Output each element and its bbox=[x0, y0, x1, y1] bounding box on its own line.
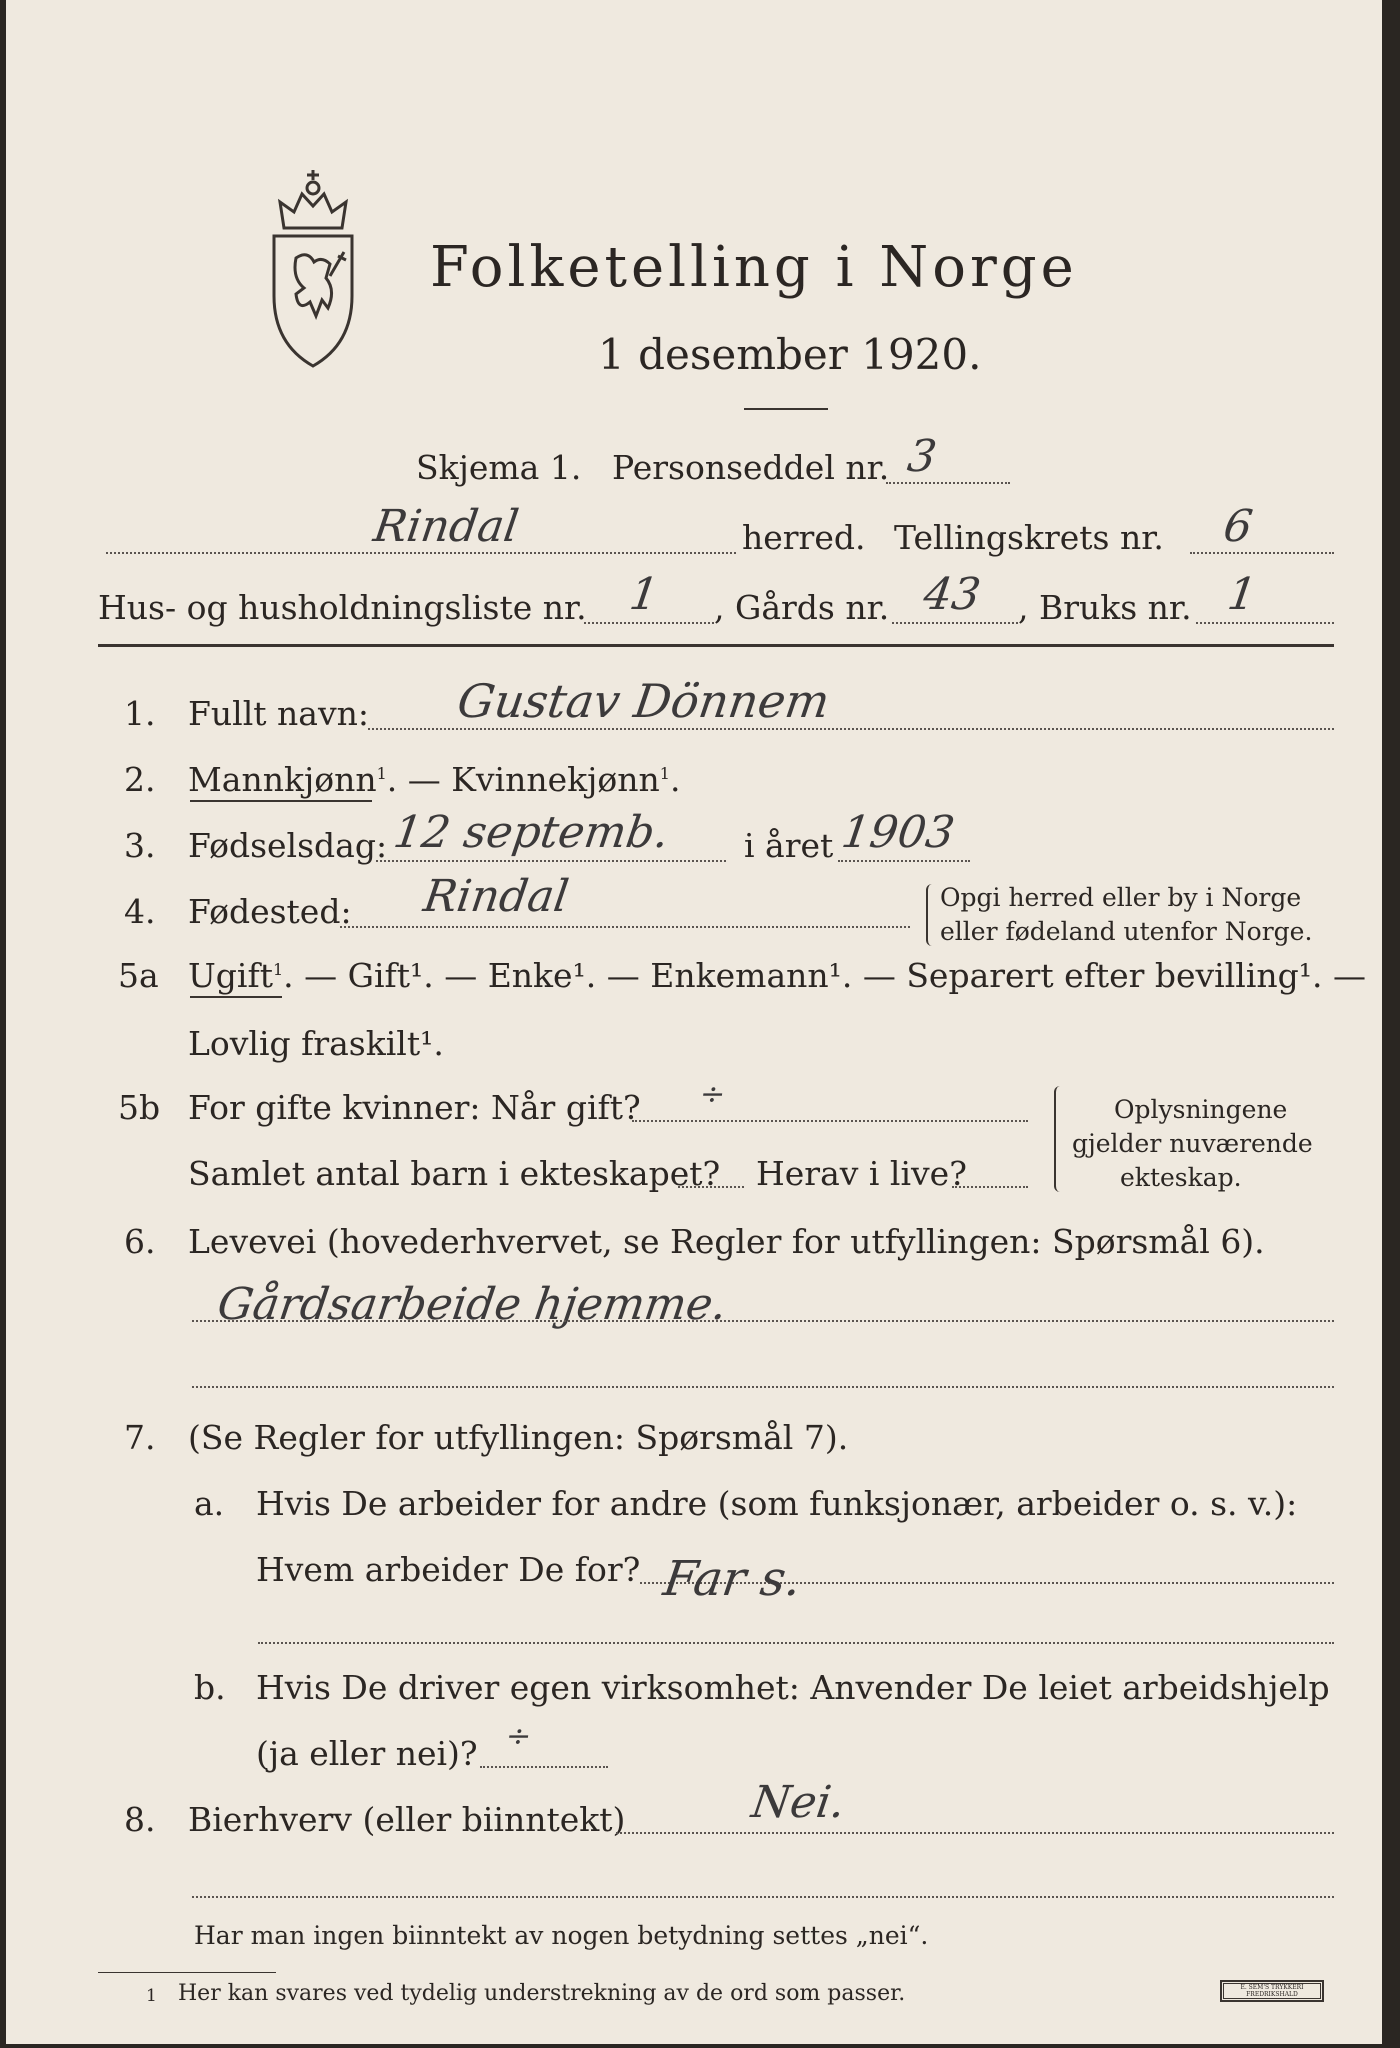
q8-number: 8. bbox=[124, 1800, 156, 1839]
q6-value: Gårdsarbeide hjemme. bbox=[214, 1279, 731, 1330]
q5b-gift-value: ÷ bbox=[697, 1077, 728, 1112]
q5b-note-line1: Oplysningene bbox=[1114, 1095, 1288, 1124]
q5b-live-label: Herav i live? bbox=[756, 1154, 967, 1193]
q2-male-underline bbox=[190, 800, 372, 802]
q7a-letter: a. bbox=[194, 1484, 225, 1523]
q4-line bbox=[340, 926, 910, 928]
q1-line bbox=[368, 728, 1334, 730]
gards-value: 43 bbox=[920, 569, 984, 620]
title-divider bbox=[744, 408, 828, 410]
q6-line2 bbox=[192, 1386, 1334, 1388]
herred-line bbox=[106, 552, 736, 554]
q5b-note-line3: ekteskap. bbox=[1120, 1163, 1242, 1192]
q5a-number: 5a bbox=[118, 956, 159, 995]
coat-of-arms-icon bbox=[252, 166, 374, 372]
hus-label: Hus- og husholdningsliste nr. bbox=[98, 588, 587, 627]
q4-number: 4. bbox=[124, 892, 156, 931]
q3-number: 3. bbox=[124, 826, 156, 865]
q1-label: Fullt navn: bbox=[188, 694, 369, 733]
q4-value: Rindal bbox=[420, 871, 572, 922]
q5b-gift-line bbox=[632, 1120, 1028, 1122]
tellingskrets-line bbox=[1190, 552, 1334, 554]
footer-note: Har man ingen biinntekt av nogen betydning settes „nei“. bbox=[194, 1921, 929, 1950]
q8-label: Bierhverv (eller biinntekt) bbox=[188, 1800, 626, 1839]
footnote-text: Her kan svares ved tydelig understrekning av de ord som passer. bbox=[178, 1981, 906, 2006]
q6-number: 6. bbox=[124, 1222, 156, 1261]
gards-line bbox=[892, 622, 1018, 624]
q7a-value: Far s. bbox=[660, 1551, 805, 1607]
personseddel-value: 3 bbox=[904, 431, 940, 482]
footnote-divider bbox=[98, 1972, 276, 1973]
q4-label: Fødested: bbox=[188, 892, 352, 931]
herred-value: Rindal bbox=[370, 501, 522, 552]
tellingskrets-value: 6 bbox=[1220, 501, 1256, 552]
q5a-line2: Lovlig fraskilt¹. bbox=[188, 1024, 444, 1063]
paper-sheet bbox=[6, 0, 1382, 2044]
personseddel-line bbox=[886, 482, 1010, 484]
q2-dot: . bbox=[669, 760, 681, 799]
footnote-mark: 1 bbox=[146, 1986, 157, 2006]
q5a-ugift-sup: 1 bbox=[272, 960, 284, 979]
q5a-ugift-underline bbox=[190, 996, 282, 998]
printer-mark-text: E. SEM'S TRYKKERI FREDRIKSHALD bbox=[1223, 1983, 1321, 1999]
bruks-line bbox=[1196, 622, 1334, 624]
personseddel-label: Personseddel nr. bbox=[612, 448, 890, 487]
census-date: 1 desember 1920. bbox=[598, 330, 982, 379]
hus-value: 1 bbox=[626, 569, 662, 620]
q7b-label: (ja eller nei)? bbox=[256, 1734, 478, 1773]
q7a-text: Hvis De arbeider for andre (som funksjonær, arbeider o. s. v.): bbox=[256, 1484, 1298, 1523]
bruks-value: 1 bbox=[1224, 569, 1260, 620]
q7a-label: Hvem arbeider De for? bbox=[256, 1550, 641, 1589]
hus-line bbox=[584, 622, 714, 624]
q3-year-label: i året bbox=[744, 826, 834, 865]
q5a-ugift: Ugift bbox=[188, 956, 273, 995]
q6-line1 bbox=[192, 1320, 1334, 1322]
q7a-line2 bbox=[258, 1642, 1334, 1644]
q7b-letter: b. bbox=[194, 1668, 226, 1707]
q8-line1 bbox=[616, 1832, 1334, 1834]
q5b-number: 5b bbox=[118, 1088, 161, 1127]
gards-label: , Gårds nr. bbox=[714, 588, 890, 627]
q4-note-line2: eller fødeland utenfor Norge. bbox=[940, 917, 1313, 946]
bruks-label: , Bruks nr. bbox=[1018, 588, 1192, 627]
header-divider bbox=[98, 644, 1334, 647]
q5b-barn-line bbox=[678, 1186, 744, 1188]
q3-year-line bbox=[838, 860, 970, 862]
form-title: Folketelling i Norge bbox=[430, 235, 1078, 300]
q3-line bbox=[376, 860, 726, 862]
q7b-value: ÷ bbox=[503, 1719, 534, 1754]
q7-label: (Se Regler for utfyllingen: Spørsmål 7). bbox=[188, 1418, 849, 1457]
q5b-live-line bbox=[952, 1186, 1028, 1188]
q8-value: Nei. bbox=[748, 1777, 849, 1828]
q3-year-value: 1903 bbox=[838, 807, 958, 858]
q3-label: Fødselsdag: bbox=[188, 826, 388, 865]
q5b-label: For gifte kvinner: Når gift? bbox=[188, 1088, 641, 1127]
q7-number: 7. bbox=[124, 1418, 156, 1457]
herred-label: herred. bbox=[742, 518, 866, 557]
q6-label: Levevei (hovederhvervet, se Regler for utfyllingen: Spørsmål 6). bbox=[188, 1222, 1265, 1261]
q5a-rest: . — Gift¹. — Enke¹. — Enkemann¹. — Separert efter bevilling¹. — bbox=[283, 956, 1366, 995]
q2-female-sup: 1 bbox=[659, 764, 670, 783]
tellingskrets-label: Tellingskrets nr. bbox=[894, 518, 1164, 557]
q8-line2 bbox=[192, 1896, 1334, 1898]
q2-male-sup: 1 bbox=[376, 764, 387, 783]
q5b-note-line2: gjelder nuværende bbox=[1072, 1129, 1313, 1158]
q5b-barn-label: Samlet antal barn i ekteskapet? bbox=[188, 1154, 721, 1193]
q1-number: 1. bbox=[124, 694, 156, 733]
q2-sep: . — bbox=[386, 760, 452, 799]
skjema-label: Skjema 1. bbox=[416, 448, 582, 487]
q1-value: Gustav Dönnem bbox=[454, 674, 833, 728]
q3-value: 12 septemb. bbox=[390, 807, 673, 858]
q7b-text: Hvis De driver egen virksomhet: Anvender De leiet arbeidshjelp bbox=[256, 1668, 1330, 1707]
q4-note-line1: Opgi herred eller by i Norge bbox=[940, 883, 1302, 912]
q2-female: Kvinnekjønn bbox=[451, 760, 660, 799]
q4-brace bbox=[926, 884, 934, 946]
q2-number: 2. bbox=[124, 760, 156, 799]
q2-sex-options bbox=[188, 760, 680, 800]
q7b-line bbox=[480, 1766, 608, 1768]
q5b-brace bbox=[1054, 1086, 1062, 1192]
q5a-options bbox=[188, 956, 1366, 996]
printer-mark bbox=[1220, 1980, 1324, 2002]
q2-male: Mannkjønn bbox=[188, 760, 377, 799]
